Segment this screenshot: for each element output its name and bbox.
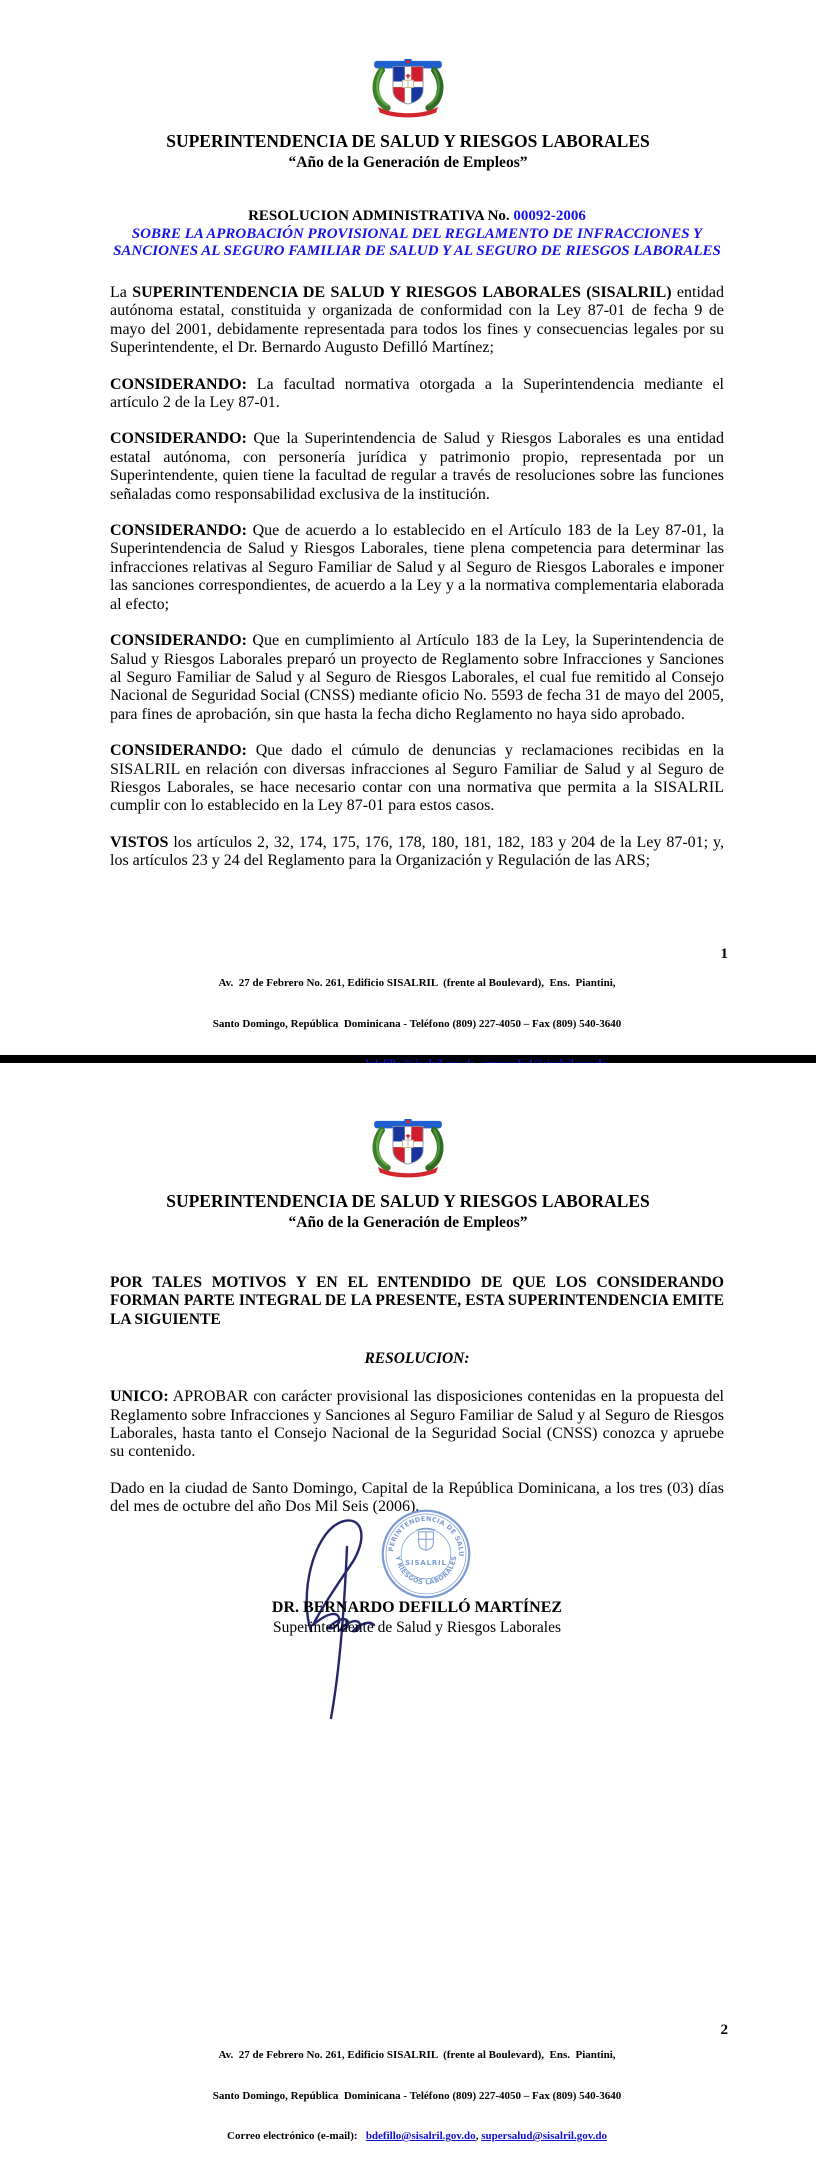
footer-email-link-2[interactable]: supersalud@sisalril.gov.do — [481, 2130, 607, 2142]
page-2-footer — [110, 2022, 724, 2171]
page-1-header — [0, 0, 816, 172]
footer-email-link-1[interactable]: bdefillo@sisalril.gov.do — [365, 2130, 476, 2142]
paragraph: CONSIDERANDO: La facultad normativa otorgada a la Superintendencia mediante el artículo 2 de la Ley 87-01. — [110, 375, 724, 412]
footer-email-separator: , — [475, 2130, 482, 2142]
org-motto: “Año de la Generación de Empleos” — [288, 1214, 528, 1231]
paragraph: Dado en la ciudad de Santo Domingo, Capital de la República Dominicana, a los tres (03) días del mes de octubre del año Dos Mil Seis (2006). — [110, 1479, 724, 1516]
paragraph: UNICO: APROBAR con carácter provisional las disposiciones contenidas en la propuesta del Reglamento sobre Infracciones y Sanciones al Seguro Familiar de Salud y al Seguro de Riesgos Laborales, hasta tanto el Consejo Nacional de la Seguridad Social (CNSS) conozca y apruebe su contenido. — [110, 1388, 724, 1461]
page-2 — [0, 1063, 816, 2142]
paragraph: CONSIDERANDO: Que en cumplimiento al Artículo 183 de la Ley, la Superintendencia de Salud y Riesgos Laborales preparó un proyecto de Reglamento sobre Infracciones y Sanciones al Seguro Familiar de Salud y al Seguro de Riesgos Laborales, el cual fue remitido al Consejo Nacional de Seguridad Social (CNSS) mediante oficio No. 5593 de fecha 31 de mayo del 2005, para fines de aprobación, sin que hasta la fecha dicho Reglamento no haya sido aprobado. — [110, 632, 724, 723]
page-2-paragraphs — [110, 1388, 724, 1516]
page-2-header — [0, 1063, 816, 1232]
page-number: 1 — [720, 946, 728, 962]
footer-address-line-1: Av. 27 de Febrero No. 261, Edificio SISALRIL (frente al Boulevard), Ens. Piantini, — [218, 977, 616, 989]
org-name: SUPERINTENDENCIA DE SALUD Y RIESGOS LABORALES — [166, 131, 650, 151]
resolution-number-line — [110, 208, 724, 225]
paragraph: CONSIDERANDO: Que dado el cúmulo de denuncias y reclamaciones recibidas en la SISALRIL en relación con diversas infracciones al Seguro Familiar de Salud y al Seguro de Riesgos Laborales, se hace necesario contar con una normativa que permita a la SISALRIL cumplir con lo establecido en la Ley 87-01 para estos casos. — [110, 742, 724, 815]
paragraph: VISTOS los artículos 2, 32, 174, 175, 176, 178, 180, 181, 182, 183 y 204 de la Ley 87-01; y, los artículos 23 y 24 del Reglamento para la Organización y Regulación de las ARS; — [110, 833, 724, 870]
paragraph: CONSIDERANDO: Que la Superintendencia de Salud y Riesgos Laborales es una entidad estatal autónoma, con personería jurídica y patrimonio propio, representada por un Superintendente, quien tiene la facultad de regular a través de resoluciones sobre las funciones señaladas como responsabilidad exclusiva de la institución. — [110, 430, 724, 503]
footer-email-line — [110, 2130, 724, 2144]
footer-address-line-2: Santo Domingo, República Dominicana - Teléfono (809) 227-4050 – Fax (809) 540-3640 — [212, 2089, 622, 2102]
dominican-coat-of-arms-icon — [362, 1118, 454, 1180]
signer-name: DR. BERNARDO DEFILLÓ MARTÍNEZ — [271, 1599, 563, 1616]
motives-statement: POR TALES MOTIVOS Y EN EL ENTENDIDO DE QUE LOS CONSIDERANDO FORMAN PARTE INTEGRAL DE LA PRESENTE, ESTA SUPERINTENDENCIA EMITE LA SIGUIENTE — [110, 1274, 724, 1328]
footer-address-line-1: Av. 27 de Febrero No. 261, Edificio SISALRIL (frente al Boulevard), Ens. Piantini, — [218, 2049, 616, 2061]
org-motto: “Año de la Generación de Empleos” — [288, 154, 528, 171]
resolution-label: RESOLUCION ADMINISTRATIVA No. — [248, 208, 514, 224]
page-number: 2 — [720, 2022, 728, 2038]
resolution-number: 00092-2006 — [513, 208, 586, 224]
paragraph: CONSIDERANDO: Que de acuerdo a lo establecido en el Artículo 183 de la Ley 87-01, la Superintendencia de Salud y Riesgos Laborales, tiene plena competencia para determinar las infracciones relativas al Seguro Familiar de Salud y al Seguro de Riesgos Laborales e imponer las sanciones correspondientes, de acuerdo a la Ley y a la normativa complementaria elaborada al efecto; — [110, 522, 724, 613]
resolution-subtitle: SOBRE LA APROBACIÓN PROVISIONAL DEL REGLAMENTO DE INFRACCIONES Y SANCIONES AL SEGURO FAMILIAR DE SALUD Y AL SEGURO DE RIESGOS LABORALES — [113, 226, 721, 259]
resolution-heading: RESOLUCION: — [364, 1350, 470, 1368]
signer-title: Superintendente de Salud y Riesgos Laborales — [273, 1619, 561, 1636]
org-name: SUPERINTENDENCIA DE SALUD Y RIESGOS LABORALES — [166, 1191, 650, 1211]
footer-address-line-2: Santo Domingo, República Dominicana - Teléfono (809) 227-4050 – Fax (809) 540-3640 — [212, 1017, 622, 1030]
paragraph: La SUPERINTENDENCIA DE SALUD Y RIESGOS LABORALES (SISALRIL) entidad autónoma estatal, constituida y organizada de conformidad con la Ley 87-01 de fecha 9 de mayo del 2001, debidamente representada para todos los fines y consecuencias legales por su Superintendente, el Dr. Bernardo Augusto Defilló Martínez; — [110, 284, 725, 357]
signature-block — [110, 1598, 724, 1637]
footer-email-label: Correo electrónico (e-mail): — [227, 2130, 366, 2142]
page-1-paragraphs — [110, 284, 724, 871]
dominican-coat-of-arms-icon — [362, 58, 454, 120]
page-1 — [0, 0, 816, 1055]
